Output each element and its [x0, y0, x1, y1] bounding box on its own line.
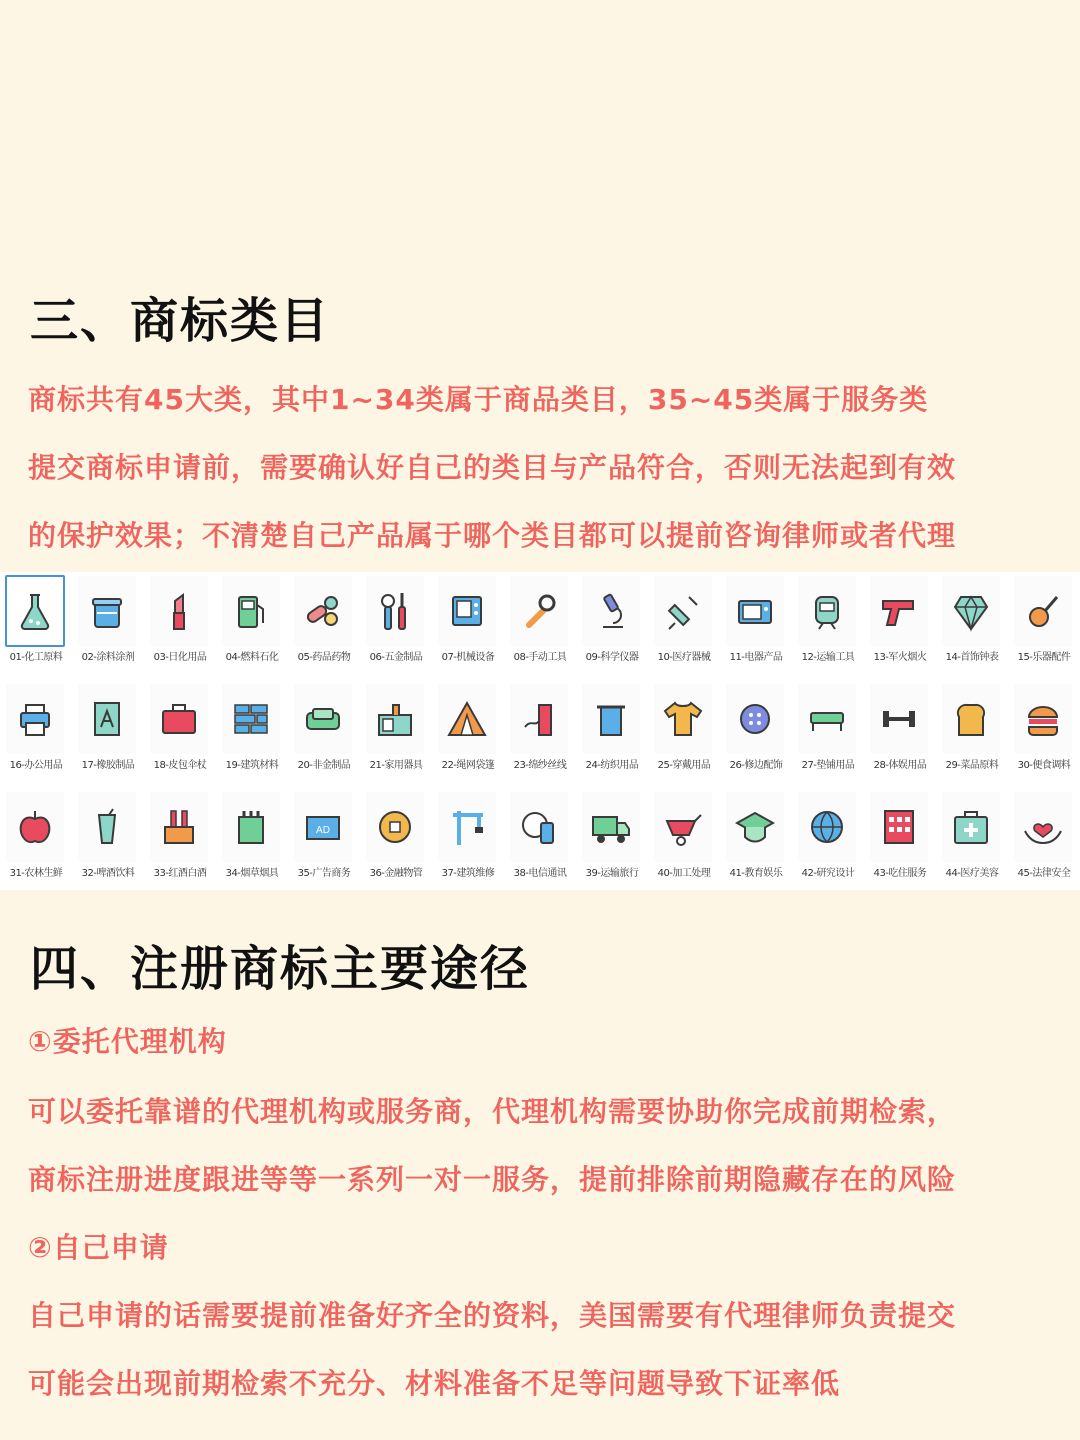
category-item[interactable]: [576, 788, 648, 894]
printer-icon: [6, 684, 64, 754]
section3-title: 三、商标类目: [30, 293, 331, 349]
category-item[interactable]: [576, 572, 648, 678]
category-item[interactable]: [1008, 572, 1080, 678]
category-label: 06-五金制品: [369, 652, 423, 663]
category-label: 41-教育娱乐: [729, 868, 783, 879]
category-label: 01-化工原料: [9, 652, 63, 663]
coin-icon: [366, 792, 424, 862]
bread-icon: [942, 684, 1000, 754]
suitcase-icon: [150, 684, 208, 754]
category-label: 43-吃住服务: [873, 868, 927, 879]
section4-self-line-1: 自己申请的话需要提前准备好齐全的资料，美国需要有代理律师负责提交: [28, 1299, 957, 1332]
category-label: 14-首饰钟表: [945, 652, 999, 663]
category-item[interactable]: [288, 680, 360, 786]
category-label: 02-涂料涂剂: [81, 652, 135, 663]
category-label: 26-修边配饰: [729, 760, 783, 771]
category-label: 29-菜品原料: [945, 760, 999, 771]
flask-icon: [5, 575, 65, 647]
section3-line-3: 的保护效果；不清楚自己产品属于哪个类目都可以提前咨询律师或者代理: [28, 519, 957, 552]
heart-hands-icon: [1014, 792, 1072, 862]
category-label: 23-绵纱丝线: [513, 760, 567, 771]
category-item[interactable]: [144, 680, 216, 786]
cigarette-pack-icon: [222, 792, 280, 862]
category-item[interactable]: [1008, 788, 1080, 894]
rubber-sheet-icon: [78, 684, 136, 754]
category-label: 36-金融物管: [369, 868, 423, 879]
section4-subtitle-self: ②自己申请: [28, 1231, 169, 1264]
graduation-cap-icon: [726, 792, 784, 862]
category-item[interactable]: [504, 788, 576, 894]
category-item[interactable]: [216, 572, 288, 678]
category-label: 03-日化用品: [153, 652, 207, 663]
category-label: 11-电器产品: [729, 652, 783, 663]
category-label: 15-乐器配件: [1017, 652, 1071, 663]
dumbbell-icon: [870, 684, 928, 754]
ad-board-icon: [294, 792, 352, 862]
category-item[interactable]: [288, 788, 360, 894]
category-item[interactable]: [648, 680, 720, 786]
kitchen-icon: [366, 684, 424, 754]
medical-kit-icon: [942, 792, 1000, 862]
hotel-icon: [870, 792, 928, 862]
category-label: 08-手动工具: [513, 652, 567, 663]
train-icon: [798, 576, 856, 646]
category-item[interactable]: [936, 680, 1008, 786]
section3-line-1: 商标共有45大类，其中1~34类属于商品类目，35~45类属于服务类: [28, 383, 929, 416]
apple-icon: [6, 792, 64, 862]
category-label: 33-红酒白酒: [153, 868, 207, 879]
category-label: 09-科学仪器: [585, 652, 639, 663]
category-label: 45-法律安全: [1017, 868, 1071, 879]
category-item[interactable]: [792, 572, 864, 678]
category-label: 42-研究设计: [801, 868, 855, 879]
wrench-icon: [510, 576, 568, 646]
category-label: 12-运输工具: [801, 652, 855, 663]
category-label: 37-建筑维修: [441, 868, 495, 879]
category-item[interactable]: [360, 572, 432, 678]
category-item[interactable]: [864, 572, 936, 678]
category-label: 31-农林生鲜: [9, 868, 63, 879]
category-item[interactable]: [144, 788, 216, 894]
category-label: 32-啤酒饮料: [81, 868, 135, 879]
category-label: 35-广告商务: [297, 868, 351, 879]
category-item[interactable]: [792, 680, 864, 786]
microscope-icon: [582, 576, 640, 646]
section3-line-2: 提交商标申请前，需要确认好自己的类目与产品符合，否则无法起到有效: [28, 451, 957, 484]
category-item[interactable]: [216, 788, 288, 894]
category-item[interactable]: [216, 680, 288, 786]
category-label: 07-机械设备: [441, 652, 495, 663]
category-item[interactable]: [0, 572, 72, 678]
bricks-icon: [222, 684, 280, 754]
category-label: 13-军火烟火: [873, 652, 927, 663]
category-item[interactable]: [648, 572, 720, 678]
category-item[interactable]: [432, 680, 504, 786]
category-item[interactable]: [72, 572, 144, 678]
section4-title: 四、注册商标主要途径: [30, 941, 531, 997]
category-label: 21-家用器具: [369, 760, 423, 771]
thread-spool-icon: [510, 684, 568, 754]
category-item[interactable]: [72, 788, 144, 894]
category-item[interactable]: [792, 788, 864, 894]
burger-icon: [1014, 684, 1072, 754]
section4-subtitle-agency: ①委托代理机构: [28, 1025, 227, 1058]
category-item[interactable]: [432, 788, 504, 894]
category-label: 38-电信通讯: [513, 868, 567, 879]
category-item[interactable]: [576, 680, 648, 786]
category-item[interactable]: [864, 680, 936, 786]
category-item[interactable]: [0, 680, 72, 786]
category-item[interactable]: [936, 788, 1008, 894]
category-item[interactable]: [144, 572, 216, 678]
category-label: 27-垫铺用品: [801, 760, 855, 771]
category-label: 19-建筑材料: [225, 760, 279, 771]
button-icon: [726, 684, 784, 754]
category-label: 17-橡胶制品: [81, 760, 135, 771]
pistol-icon: [870, 576, 928, 646]
category-label: 25-穿戴用品: [657, 760, 711, 771]
category-item[interactable]: [936, 572, 1008, 678]
tools-icon: [366, 576, 424, 646]
truck-icon: [582, 792, 640, 862]
category-label: 28-体娱用品: [873, 760, 927, 771]
category-item[interactable]: [720, 572, 792, 678]
category-label: 04-燃料石化: [225, 652, 279, 663]
tshirt-icon: [654, 684, 712, 754]
drink-cup-icon: [78, 792, 136, 862]
category-item[interactable]: [720, 788, 792, 894]
section4-agency-line-2: 商标注册进度跟进等等一系列一对一服务，提前排除前期隐藏存在的风险: [28, 1163, 957, 1196]
category-item[interactable]: [720, 680, 792, 786]
category-item[interactable]: [432, 572, 504, 678]
category-item[interactable]: [0, 788, 72, 894]
diamond-icon: [942, 576, 1000, 646]
guitar-icon: [1014, 576, 1072, 646]
syringe-icon: [654, 576, 712, 646]
category-label: 10-医疗器械: [657, 652, 711, 663]
category-item[interactable]: [288, 572, 360, 678]
category-label: 22-绳网袋篷: [441, 760, 495, 771]
machine-panel-icon: [438, 576, 496, 646]
svg-text:AD: AD: [316, 825, 330, 836]
fuel-pump-icon: [222, 576, 280, 646]
category-label: 18-皮包伞杖: [153, 760, 207, 771]
category-item[interactable]: [360, 788, 432, 894]
microwave-icon: [726, 576, 784, 646]
category-label: 34-烟草烟具: [225, 868, 279, 879]
category-item[interactable]: [864, 788, 936, 894]
category-label: 30-便食调料: [1017, 760, 1071, 771]
category-label: 40-加工处理: [657, 868, 711, 879]
pills-icon: [294, 576, 352, 646]
category-item[interactable]: [504, 572, 576, 678]
category-item[interactable]: [504, 680, 576, 786]
section4-agency-line-1: 可以委托靠谱的代理机构或服务商，代理机构需要协助你完成前期检索，: [28, 1095, 957, 1128]
mattress-icon: [798, 684, 856, 754]
paint-bucket-icon: [78, 576, 136, 646]
wheelbarrow-icon: [654, 792, 712, 862]
trademark-category-grid: [0, 572, 1080, 890]
category-label: 39-运输旅行: [585, 868, 639, 879]
category-item[interactable]: [1008, 680, 1080, 786]
section4-self-line-2: 可能会出现前期检索不充分、材料准备不足等问题导致下证率低: [28, 1367, 841, 1400]
towel-icon: [582, 684, 640, 754]
sofa-icon: [294, 684, 352, 754]
category-label: 05-药品药物: [297, 652, 351, 663]
category-item[interactable]: [72, 680, 144, 786]
crane-icon: [438, 792, 496, 862]
tent-icon: [438, 684, 496, 754]
lipstick-icon: [150, 576, 208, 646]
category-label: 16-办公用品: [9, 760, 63, 771]
category-item[interactable]: [648, 788, 720, 894]
category-item[interactable]: [360, 680, 432, 786]
globe-icon: [798, 792, 856, 862]
wine-crate-icon: [150, 792, 208, 862]
category-label: 44-医疗美容: [945, 868, 999, 879]
category-label: 24-纺织用品: [585, 760, 639, 771]
globe-phone-icon: [510, 792, 568, 862]
category-label: 20-非金制品: [297, 760, 351, 771]
